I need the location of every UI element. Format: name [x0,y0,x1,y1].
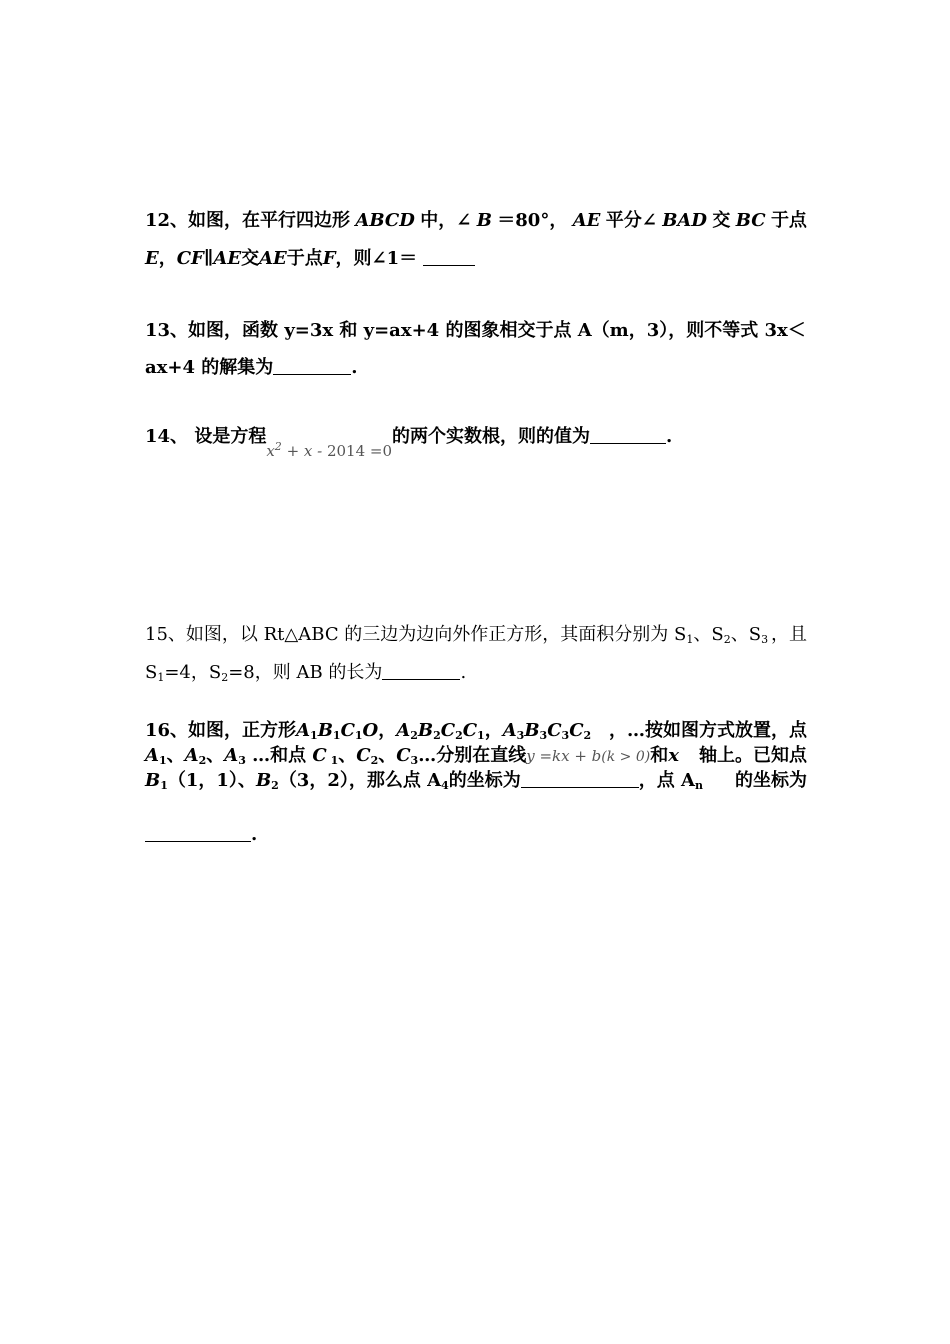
q16-line3 [145,769,807,793]
q16-line4 [145,823,257,847]
q12-cf: CF [176,248,204,269]
q13-text: 13、如图，函数 y=3x 和 y=ax+4 的图象相交于点 A（m，3），则不等式 3x＜ [145,320,806,341]
q16-var: C [547,720,562,741]
q12-b: B [476,210,492,231]
q16-var: C [396,745,411,766]
q16-var: A [184,745,199,766]
q14-formula-eq: =0 [365,442,393,460]
q12-text-part: 平分∠ [605,210,657,231]
q16-answer-blank-a4[interactable] [521,769,639,788]
q16-text-part: …和点 [245,745,313,766]
q15-line2 [145,661,466,685]
q14-end: . [666,426,673,447]
q14-line [145,425,672,463]
q12-ae2: AE [259,248,287,269]
q15-text-part: =4，S [164,662,222,683]
q14-formula [266,439,392,463]
q12-bad: BAD [662,210,707,231]
q16-sub: 1 [332,729,341,742]
q16-sub: 2 [370,754,379,767]
q16-var: x [668,745,679,766]
q16-text [145,719,591,743]
q16-text-part: 轴上。已知点 [699,745,807,766]
q16-sub: 1 [158,754,167,767]
q12-text-part: 交 [241,248,260,269]
q13-text: ax+4 的解集为 [145,357,274,378]
q16-var: A [224,745,239,766]
q14-formula-exp: 2 [274,440,282,453]
q16-end: . [251,824,258,845]
q13-line1 [145,319,806,343]
q16-line2 [145,744,807,769]
q16-var: A [296,720,311,741]
q15-sub: 2 [221,671,229,684]
q16-formula: y =kx + b [526,747,602,765]
q16-var: A [502,720,517,741]
q16-sub: 1 [477,729,485,742]
q16-sub: 3 [410,754,419,767]
q12-f: F [322,248,336,269]
q16-text-part: 、 [206,745,225,766]
q13-answer-blank[interactable] [273,356,351,375]
q16-var: A [145,745,159,766]
q12-text-part: 交 [712,210,731,231]
q16-text-part: （3，2），那么点 A [278,770,442,791]
q14-formula-rest: + x - [281,442,327,460]
q16-text-part: …分别在直线 [418,745,527,766]
q12-bc: BC [735,210,766,231]
q12-text-part: ∥ [203,248,214,269]
q14-suffix: 的两个实数根，则的值为 [392,426,591,447]
q15-sub: 1 [157,671,165,684]
q16-text-part: ，点 A [638,770,695,791]
q16-text-part: 、 [378,745,397,766]
q16-text-part: ， [484,720,503,741]
q16-answer-blank-an[interactable] [145,823,251,842]
q15-text-part: 15、如图，以 Rt△ABC 的三边为边向外作正方形，其面积分别为 S [145,624,687,645]
q16-var: B [145,770,161,791]
q16-var: O [362,720,379,741]
q15-sub: 3 [761,633,769,646]
q16-text-part: ，…按如图方式放置，点 [609,720,807,741]
q16-sub: 2 [198,754,207,767]
q16-var: C [440,720,456,741]
q16-text-part: （1，1）、 [167,770,256,791]
q15-sub: 2 [723,633,731,646]
q16-var: B [255,770,272,791]
q16-formula-cond: (k > 0) [601,749,651,765]
q16-sub: 4 [441,779,449,792]
q14-answer-blank[interactable] [590,425,666,444]
q15-text-part: 、S [693,624,724,645]
q16-sub: 1 [354,729,363,742]
q12-text-part: 12、如图，在平行四边形 [145,210,351,231]
q16-sub: 2 [583,729,592,742]
q16-text-part: 的坐标为 [735,770,807,791]
q12-text-part: ， [158,248,177,269]
q12-abcd: ABCD [355,210,415,231]
q12-text-part: 中，∠ [420,210,472,231]
q16-text-part: 、 [166,745,185,766]
q16-text-part: 、 [338,745,357,766]
q12-text-part: ，则∠1＝ [335,248,418,269]
q16-sub: 3 [561,729,570,742]
q16-line1 [145,719,807,743]
q15-text-part: 、S [730,624,762,645]
q13-line2 [145,356,358,380]
q16-sub: 1 [160,779,168,792]
q14-formula-num: 2014 [326,442,366,460]
q15-sub: 1 [686,633,694,646]
q16-sub: 2 [410,729,418,742]
q16-var: C [569,720,584,741]
q12-line1 [145,209,807,233]
q16-sub: 3 [539,729,548,742]
q16-text-part: 16、如图，正方形 [145,720,297,741]
q16-sub: 3 [516,729,525,742]
q16-sub: 2 [271,779,279,792]
q16-sub: 2 [433,729,441,742]
q14-prefix: 14、 设是方程 [145,426,267,447]
q16-text-part: ， [378,720,397,741]
q12-ae: AE [572,210,601,231]
q15-end: . [460,662,467,683]
q16-sub: 1 [326,754,339,767]
q16-var: C [462,720,478,741]
q12-text-part: 于点 [286,248,323,269]
q16-var: B [524,720,540,741]
q16-var: B [417,720,434,741]
q13-end: . [351,357,358,378]
q12-line2 [145,247,475,271]
q14-formula-x: x [266,442,275,460]
q12-text-part: ＝80°， [497,210,568,231]
q16-text [145,769,703,793]
q12-text-part: 于点 [770,210,807,231]
q16-sub: 3 [238,754,246,767]
q12-e: E [145,248,159,269]
q15-text-part: S [145,662,158,683]
q12-ae1: AE [213,248,242,269]
q16-var: B [317,720,333,741]
q16-text-part: 的坐标为 [448,770,521,791]
q16-text [145,744,679,769]
q16-var: A [396,720,411,741]
q16-sub: 1 [310,729,318,742]
q16-var: C [312,745,327,766]
q16-sub: 2 [455,729,463,742]
q12-answer-blank[interactable] [423,247,475,266]
q16-var: C [340,720,355,741]
q16-sub: n [694,779,703,792]
q15-text [145,623,768,647]
q15-line1 [145,623,807,647]
q15-answer-blank[interactable] [382,661,460,680]
q16-var: C [356,745,371,766]
q15-text-part: =8，则 AB 的长为 [228,662,383,683]
q15-text-part: ，且 [771,624,807,645]
q16-text-part: 和 [650,745,669,766]
